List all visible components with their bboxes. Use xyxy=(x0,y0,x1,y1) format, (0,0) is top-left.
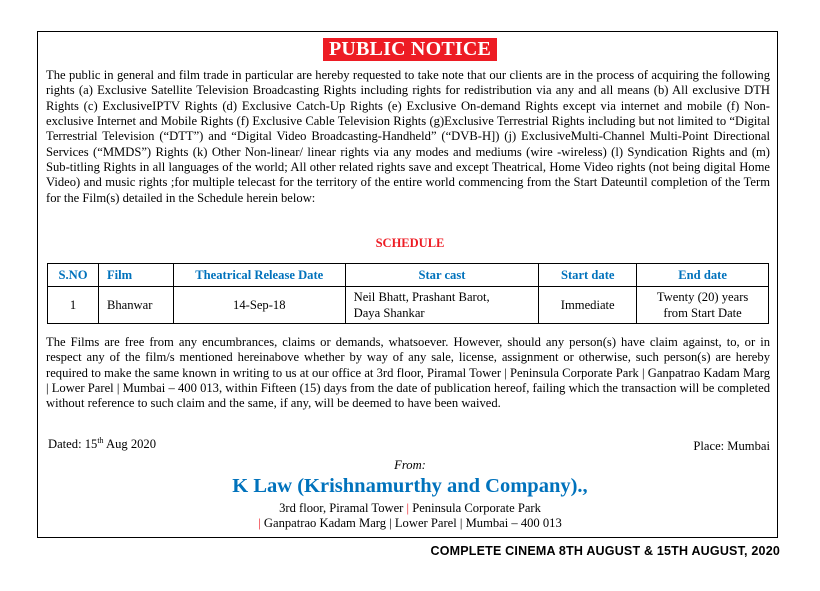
end-line-2: from Start Date xyxy=(663,306,742,320)
cell-star-cast xyxy=(345,287,539,324)
address-part-3: Ganpatrao Kadam Marg | Lower Parel | Mumbai – 400 013 xyxy=(260,516,562,530)
cell-end-date xyxy=(637,287,769,324)
cell-release-date: 14-Sep-18 xyxy=(173,287,345,324)
cast-line-1: Neil Bhatt, Prashant Barot, xyxy=(353,290,490,304)
intro-paragraph: The public in general and film trade in particular are hereby requested to take note that our clients are in the process of acquiring the following rights (a) Exclusive Satellite Television Broadcasting Rights including rights for redistribution via any and all means (b) All exclusive DTH Rights (c) ExclusiveIPTV Rights (d) Exclusive Catch-Up Rights (e) Exclusive On-demand Rights except via internet and mobile (f) Non-exclusive Internet and Mobile Rights (f) Exclusive Cable Television Rights (g)Exclusive Terrestrial Rights including but not limited to “Digital Terrestrial Television (“DTT”) and “Digital Video Broadcasting-Handheld” (“DVB-H]) (j) ExclusiveMulti-Channel Multi-Point Directional Services (“MMDS”) Rights (k) Other Non-linear/ linear rights via any modes and mediums (wire -wireless) (l) Syndication Rights and (m) Sub-titling Rights in all languages of the world; All other related rights save and except Theatrical, Home Video rights (not being digital Home Video) and music rights ;for multiple telecast for the territory of the entire world commencing from the Start Dateuntil completion of the Term for the Film(s) detailed in the Schedule herein below: xyxy=(46,68,770,205)
page-title: PUBLIC NOTICE xyxy=(323,38,497,61)
address-line-1 xyxy=(0,501,820,516)
from-label: From: xyxy=(394,458,426,472)
table-row xyxy=(48,287,769,324)
cell-sno: 1 xyxy=(48,287,99,324)
address-line-2 xyxy=(0,516,820,531)
dated-rest: Aug 2020 xyxy=(103,437,157,452)
publication-footer: COMPLETE CINEMA 8TH AUGUST & 15TH AUGUST, 2020 xyxy=(430,544,780,558)
dated-line xyxy=(48,436,156,452)
dated-label: Dated: 15 xyxy=(48,437,98,452)
header-sno: S.NO xyxy=(48,264,99,287)
header-release-date: Theatrical Release Date xyxy=(173,264,345,287)
title-wrap xyxy=(0,38,820,61)
cast-line-2: Daya Shankar xyxy=(353,306,425,320)
cell-film: Bhanwar xyxy=(98,287,173,324)
place-line: Place: Mumbai xyxy=(693,439,770,453)
cell-start-date: Immediate xyxy=(539,287,637,324)
claims-paragraph: The Films are free from any encumbrances, claims or demands, whatsoever. However, should any person(s) have claim against, to, or in respect any of the film/s mentioned hereinabove whether by way of any sale, license, assignment or otherwise, such person(s) are hereby required to make the same known in writing to us at our office at 3rd floor, Piramal Tower | Peninsula Corporate Park | Ganpatrao Kadam Marg | Lower Parel | Mumbai – 400 013, within Fifteen (15) days from the date of publication hereof, failing which the transaction will be completed without reference to such claim and the same, if any, will be deemed to have been waived. xyxy=(46,335,770,411)
header-start-date: Start date xyxy=(539,264,637,287)
address-separator: | xyxy=(258,516,261,530)
schedule-heading: SCHEDULE xyxy=(375,236,445,250)
address-separator: | xyxy=(406,501,410,515)
header-star-cast: Star cast xyxy=(345,264,539,287)
address-part-1: 3rd floor, Piramal Tower xyxy=(279,501,407,515)
schedule-table xyxy=(47,263,769,324)
end-line-1: Twenty (20) years xyxy=(656,290,749,304)
table-header-row xyxy=(48,264,769,287)
firm-name: K Law (Krishnamurthy and Company)., xyxy=(232,475,588,497)
header-film: Film xyxy=(98,264,173,287)
address-part-2: Peninsula Corporate Park xyxy=(409,501,541,515)
dated-suffix: th xyxy=(97,436,104,445)
header-end-date: End date xyxy=(637,264,769,287)
